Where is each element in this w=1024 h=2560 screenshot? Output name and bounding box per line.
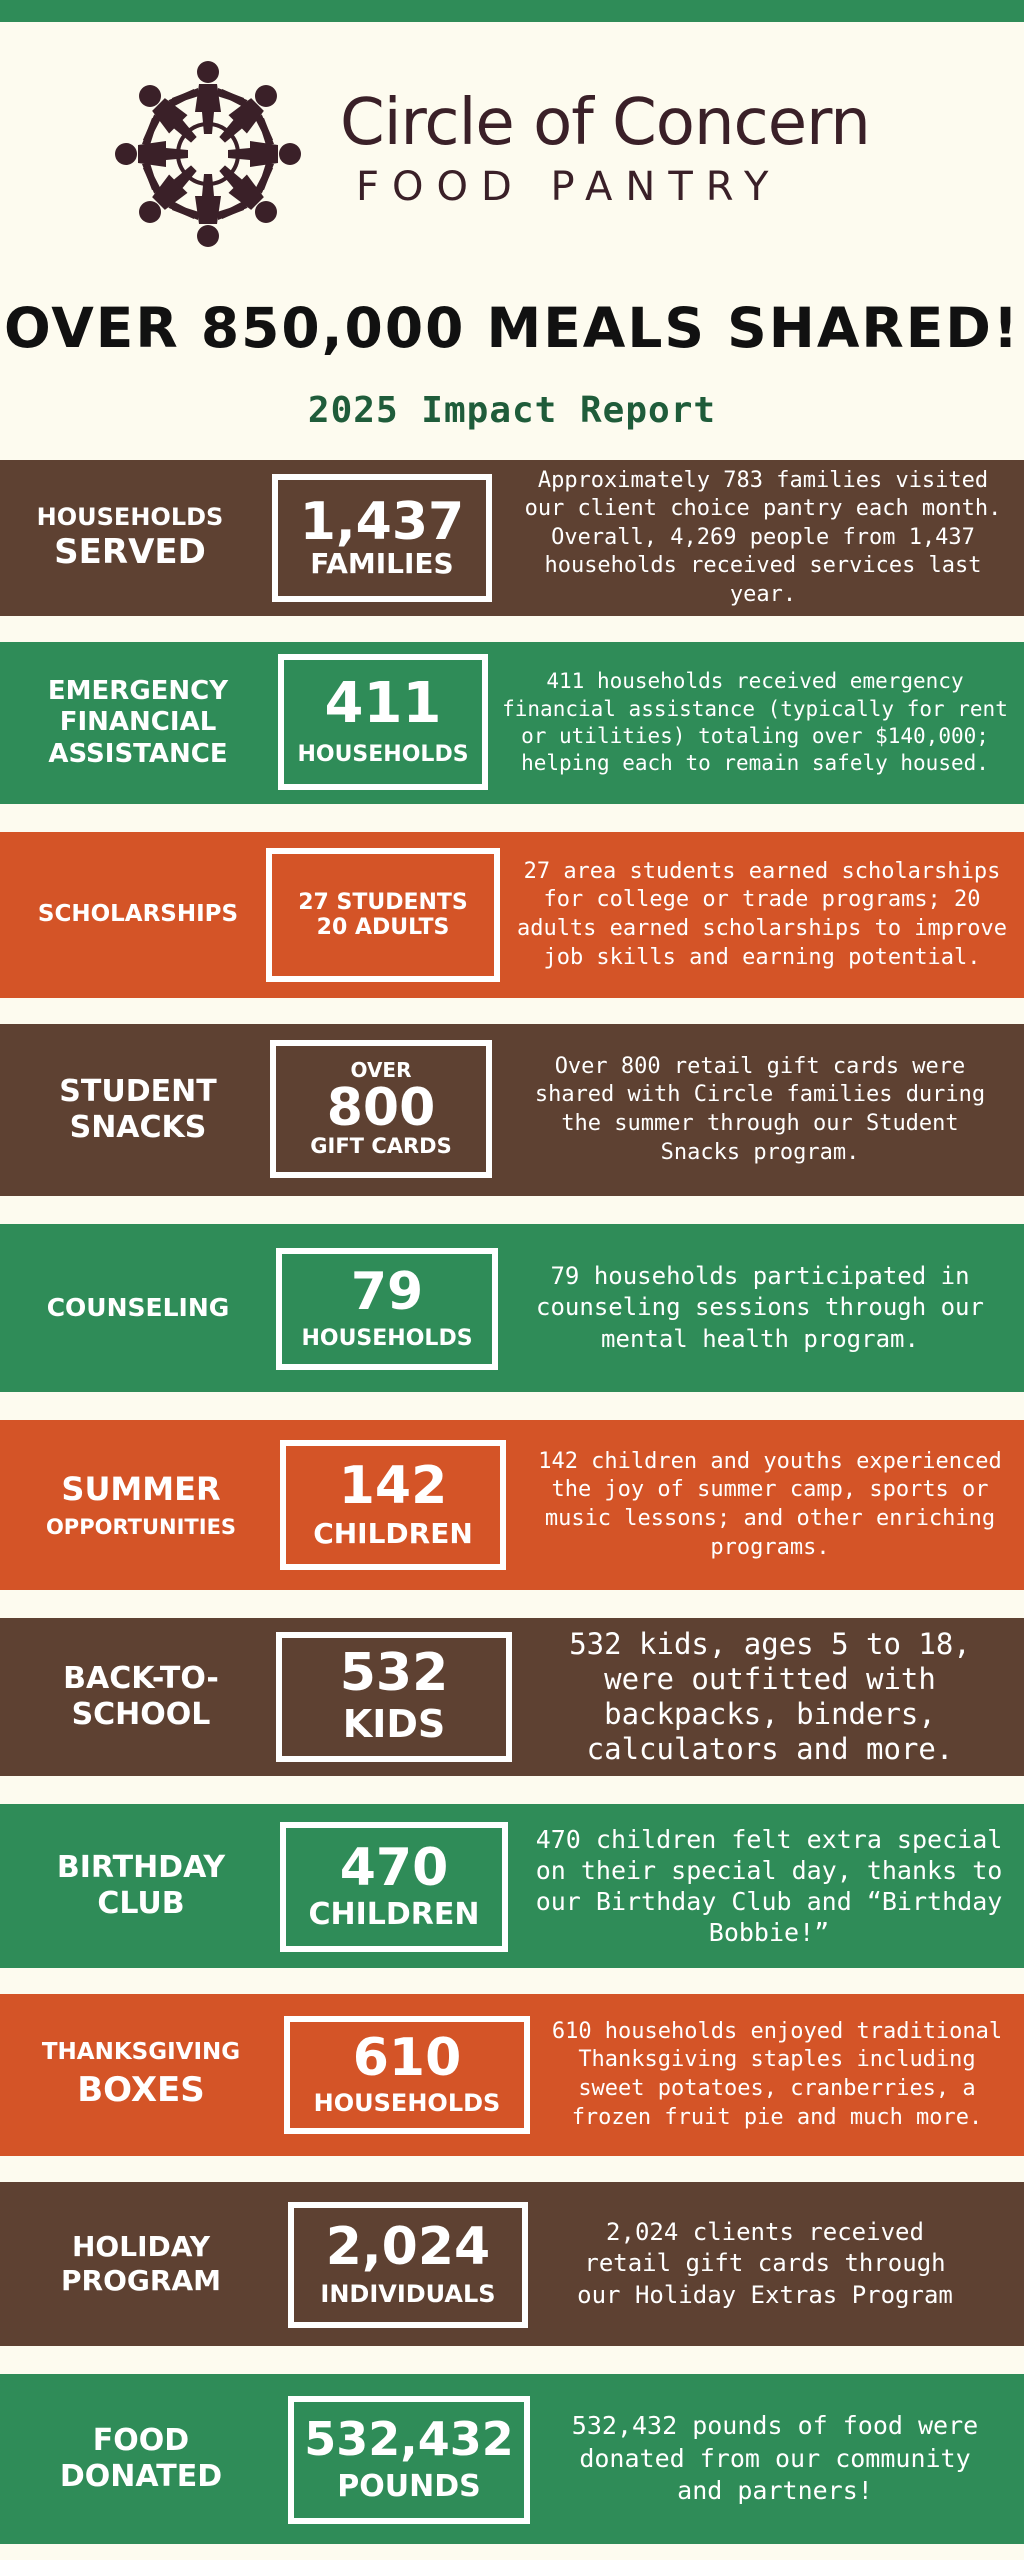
- stat-number: 800: [326, 1078, 436, 1139]
- stat-row-summer-opportunities: [0, 1420, 1024, 1590]
- stat-row-student-snacks: [0, 1024, 1024, 1196]
- label-line: THANKSGIVING: [41, 2038, 241, 2065]
- label-line: STUDENT: [59, 1074, 217, 1109]
- label-line: DONATED: [59, 2459, 223, 2494]
- top-bar: [0, 0, 1024, 22]
- stat-description: 411 households received emergency financial assistance (typically for rent or utilities) totaling over $140,000; helping each to remain safely housed.: [502, 669, 1008, 776]
- stat-label: [25, 460, 235, 616]
- stat-box: [276, 1248, 498, 1370]
- label-line: SNACKS: [69, 1110, 207, 1145]
- stat-box: [284, 2016, 530, 2134]
- stat-description: 532,432 pounds of food were donated from our community and partners!: [571, 2411, 979, 2506]
- stat-number: 79: [350, 1262, 424, 1323]
- stat-row-counseling: [0, 1224, 1024, 1392]
- stat-number: 2,024: [325, 2217, 491, 2278]
- headline: OVER 850,000 MEALS SHARED!: [3, 296, 1021, 360]
- stat-number: 532: [339, 1643, 449, 1704]
- stat-label: [25, 832, 251, 998]
- stat-number: 1,437: [299, 491, 465, 552]
- stat-label: [25, 1420, 257, 1590]
- stat-row-thanksgiving-boxes: [0, 1994, 1024, 2156]
- label-line: SCHOLARSHIPS: [37, 901, 239, 928]
- stat-label: [25, 1804, 257, 1968]
- label-line: BIRTHDAY: [56, 1850, 226, 1885]
- stat-unit: HOUSEHOLDS: [313, 2089, 501, 2118]
- stat-description: 142 children and youths experienced the joy of summer camp, sports or music lessons; and other enriching programs.: [538, 1448, 1002, 1560]
- stat-description: 470 children felt extra special on their special day, thanks to our Birthday Club and “Birthday Bobbie!”: [535, 1824, 1003, 1948]
- stat-label: [25, 1024, 251, 1196]
- stat-description: 532 kids, ages 5 to 18, were outfitted with backpacks, binders, calculators and more.: [569, 1627, 971, 1766]
- label-line: FOOD: [92, 2423, 190, 2458]
- label-line: EMERGENCY: [47, 676, 229, 707]
- stat-unit: GIFT CARDS: [310, 1134, 452, 1159]
- stat-line: 27 STUDENTS: [298, 889, 468, 915]
- stat-box: [280, 1822, 508, 1952]
- brand-subtitle: FOOD PANTRY: [356, 164, 782, 210]
- stat-unit: KIDS: [342, 1702, 446, 1747]
- stat-row-food-donated: [0, 2374, 1024, 2544]
- stat-label: [25, 1994, 257, 2156]
- stat-label: [25, 2182, 257, 2346]
- people-circle-icon: [108, 44, 308, 264]
- stat-number: 411: [324, 671, 442, 737]
- stat-description: 79 households participated in counseling sessions through our mental health program.: [536, 1262, 984, 1353]
- label-line: BOXES: [77, 2070, 205, 2111]
- stat-row-back-to-school: [0, 1618, 1024, 1776]
- stat-number: 470: [339, 1837, 449, 1898]
- stat-box: [280, 1440, 506, 1570]
- stat-box: [288, 2396, 530, 2524]
- stat-unit: CHILDREN: [313, 1516, 473, 1550]
- stat-description: Over 800 retail gift cards were shared with Circle families during the summer through our Student Snacks program.: [534, 1053, 986, 1165]
- stat-box: [272, 474, 492, 602]
- stat-label: [25, 642, 251, 804]
- stat-unit: INDIVIDUALS: [320, 2280, 496, 2309]
- stat-box: [266, 848, 500, 982]
- label-line: CLUB: [97, 1886, 185, 1921]
- stat-unit: CHILDREN: [308, 1896, 480, 1932]
- label-line: PROGRAM: [61, 2264, 221, 2297]
- stat-line: 20 ADULTS: [316, 915, 450, 940]
- stat-unit: HOUSEHOLDS: [301, 1326, 473, 1352]
- stat-description: Approximately 783 families visited our client choice pantry each month. Overall, 4,269 people from 1,437 households received services last year.: [524, 467, 1002, 607]
- stat-label: [25, 1618, 257, 1776]
- label-line: FINANCIAL: [59, 707, 217, 738]
- stat-description: 610 households enjoyed traditional Thanksgiving staples including sweet potatoes, cranberries, a frozen fruit pie and much more.: [551, 2018, 1003, 2130]
- label-line: HOLIDAY: [71, 2230, 210, 2264]
- label-line: OPPORTUNITIES: [45, 1514, 237, 1539]
- stat-number: 532,432: [304, 2411, 514, 2466]
- label-line: SCHOOL: [71, 1697, 211, 1732]
- label-line: SUMMER: [61, 1470, 221, 1509]
- stat-row-birthday-club: [0, 1804, 1024, 1968]
- stat-row-scholarships: [0, 832, 1024, 998]
- stat-label: [25, 2374, 257, 2544]
- report-title: 2025 Impact Report: [307, 390, 717, 431]
- stat-box: [278, 654, 488, 790]
- label-line: HOUSEHOLDS: [36, 503, 224, 532]
- label-line: COUNSELING: [46, 1293, 230, 1322]
- label-line: SERVED: [54, 532, 206, 572]
- brand-name: Circle of Concern: [340, 86, 870, 160]
- stat-box: [288, 2202, 528, 2328]
- stat-prefix: OVER: [350, 1058, 412, 1083]
- stat-label: [25, 1224, 251, 1392]
- stat-unit: HOUSEHOLDS: [297, 742, 469, 768]
- stat-row-emergency-financial: [0, 642, 1024, 804]
- label-line: BACK-TO-: [63, 1661, 219, 1696]
- stat-description: 27 area students earned scholarships for college or trade programs; 20 adults earned scholarships to improve job skills and earning potential.: [516, 858, 1008, 970]
- stat-unit: POUNDS: [337, 2468, 481, 2504]
- label-line: ASSISTANCE: [48, 738, 228, 769]
- stat-unit: FAMILIES: [310, 546, 454, 580]
- stat-number: 610: [352, 2028, 462, 2089]
- stat-box: [270, 1040, 492, 1178]
- stat-row-holiday-program: [0, 2182, 1024, 2346]
- stat-number: 142: [338, 1455, 448, 1516]
- stat-box: [276, 1632, 512, 1762]
- stat-row-households-served: [0, 460, 1024, 616]
- stat-description: 2,024 clients received retail gift cards through our Holiday Extras Program: [577, 2218, 953, 2309]
